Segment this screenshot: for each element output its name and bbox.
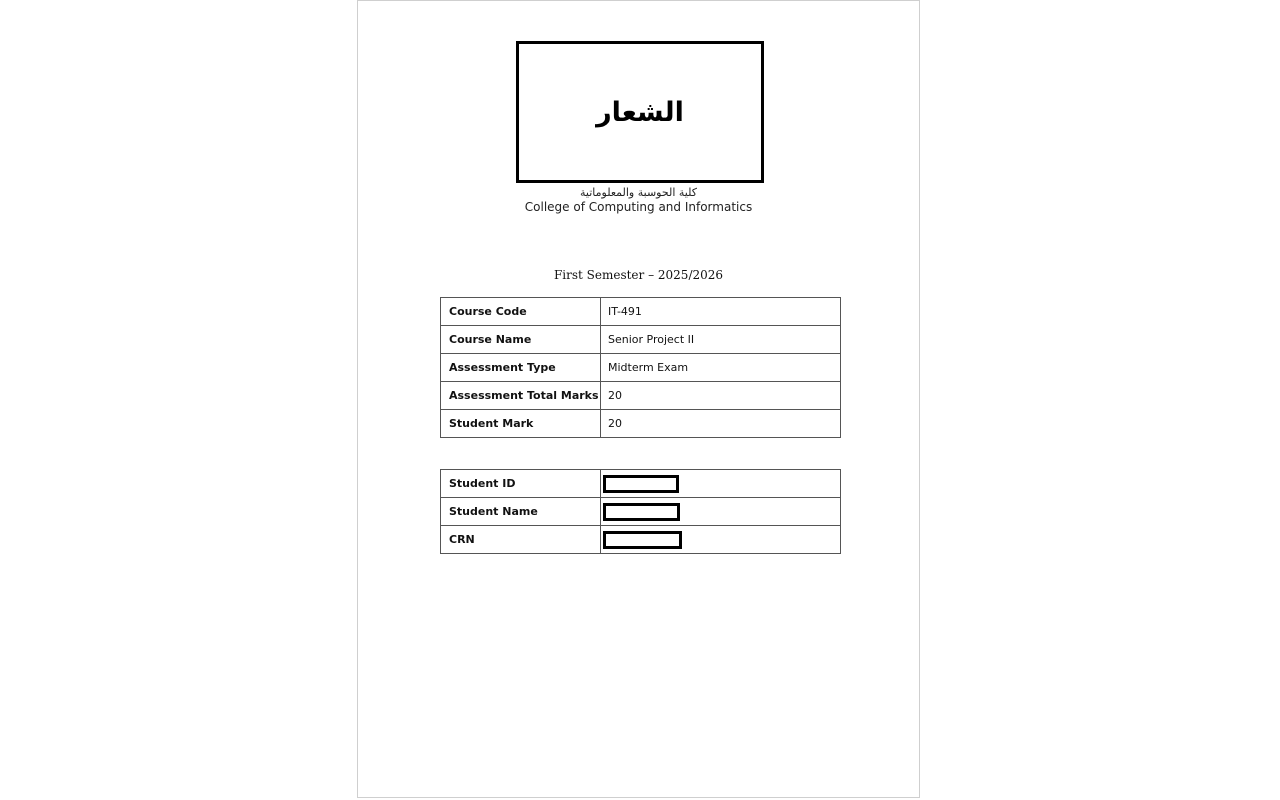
logo-placeholder <box>516 41 764 183</box>
row-label: CRN <box>441 526 601 554</box>
student-name-redacted <box>601 498 841 526</box>
row-value: 20 <box>601 382 841 410</box>
table-row <box>441 326 841 354</box>
table-row <box>441 526 841 554</box>
redaction-box <box>603 503 680 521</box>
row-value: IT-491 <box>601 298 841 326</box>
row-label: Course Code <box>441 298 601 326</box>
table-row <box>441 410 841 438</box>
row-label: Student Name <box>441 498 601 526</box>
redaction-box <box>603 531 682 549</box>
student-info-table <box>440 469 841 554</box>
crn-redacted <box>601 526 841 554</box>
row-value: Midterm Exam <box>601 354 841 382</box>
row-value: 20 <box>601 410 841 438</box>
semester-title: First Semester – 2025/2026 <box>553 268 724 282</box>
college-name-english: College of Computing and Informatics <box>524 200 753 214</box>
course-info-table <box>440 297 841 438</box>
row-label: Student ID <box>441 470 601 498</box>
logo-text: الشعار <box>596 96 684 128</box>
college-name-arabic: كلية الحوسبة والمعلوماتية <box>580 186 697 199</box>
table-row <box>441 382 841 410</box>
table-row <box>441 470 841 498</box>
redaction-box <box>603 475 679 493</box>
student-id-redacted <box>601 470 841 498</box>
row-label: Assessment Total Marks <box>441 382 601 410</box>
table-row <box>441 498 841 526</box>
row-label: Student Mark <box>441 410 601 438</box>
row-value: Senior Project II <box>601 326 841 354</box>
table-row <box>441 354 841 382</box>
row-label: Course Name <box>441 326 601 354</box>
document-page <box>357 0 920 798</box>
row-label: Assessment Type <box>441 354 601 382</box>
table-row <box>441 298 841 326</box>
